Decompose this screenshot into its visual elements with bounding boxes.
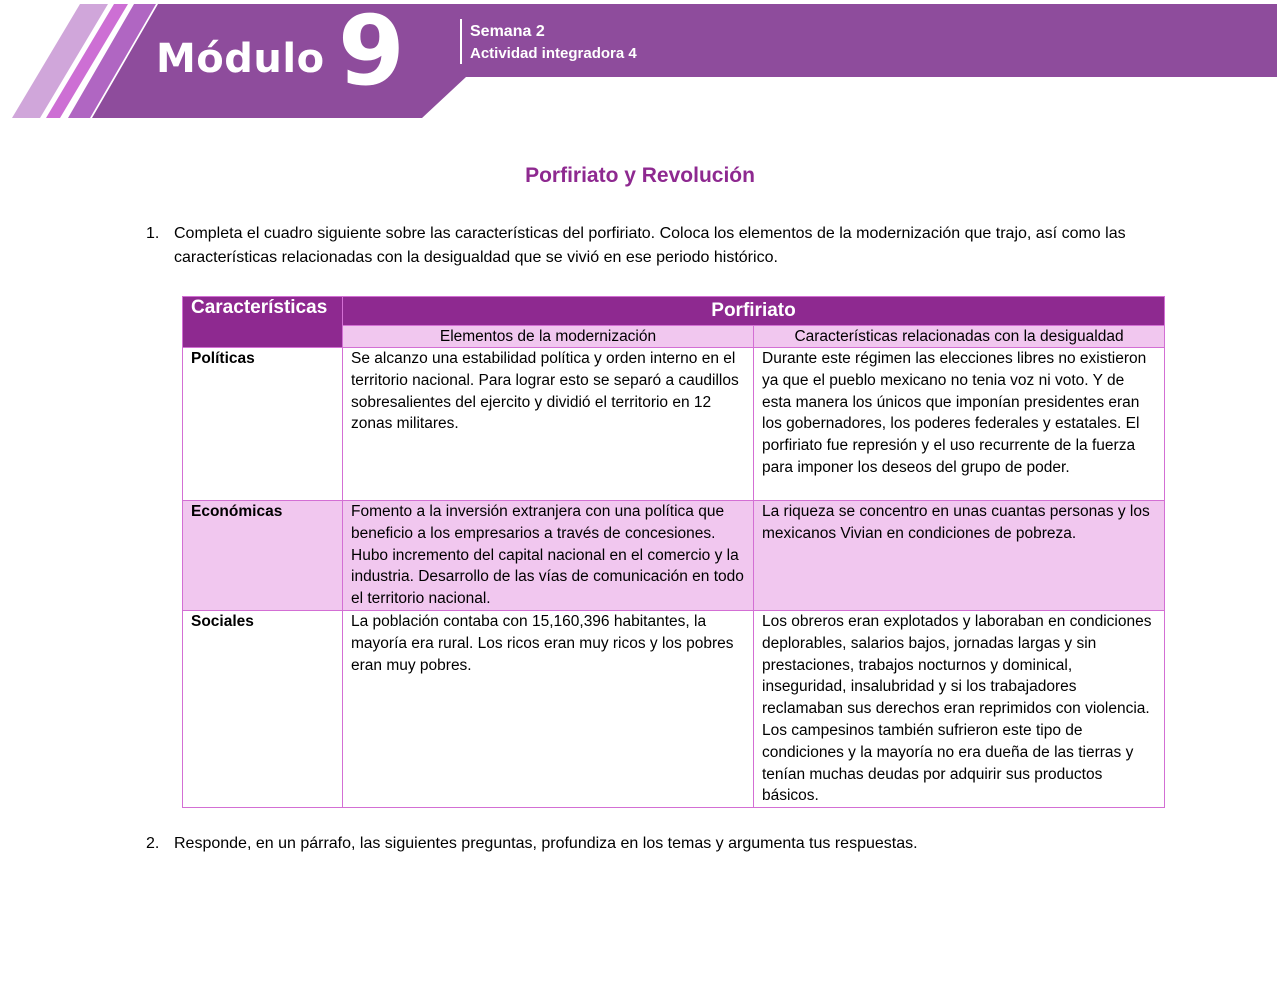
instruction-1-text: Completa el cuadro siguiente sobre las características del porfiriato. Coloca los elementos de la modernización que trajo, así como las características relacionadas con la desigualdad que se vivió en ese periodo histórico. <box>174 225 1126 266</box>
table-row <box>183 611 1165 808</box>
row-label-economicas: Económicas <box>183 501 343 611</box>
cell-desigualdad: Los obreros eran explotados y laboraban en condiciones deplorables, salarios bajos, jornadas largas y sin prestaciones, trabajos nocturnos y dominical, inseguridad, insalubridad y si los trabajadores reclamaban sus derechos eran reprimidos con violencia. Los campesinos también sufrieron este tipo de condiciones y la mayoría no era dueña de las tierras y tenían muchas deudas por adquirir sus productos básicos. <box>754 611 1165 808</box>
cell-modernizacion: La población contaba con 15,160,396 habitantes, la mayoría era rural. Los ricos eran muy ricos y los pobres eran muy pobres. <box>343 611 754 808</box>
page-title: Porfiriato y Revolución <box>525 164 755 187</box>
activity-label: Actividad integradora 4 <box>470 45 637 62</box>
instruction-2-text: Responde, en un párrafo, las siguientes preguntas, profundiza en los temas y argumenta tus respuestas. <box>174 835 918 852</box>
table-row <box>183 501 1165 611</box>
header-desigualdad: Características relacionadas con la desigualdad <box>754 326 1165 348</box>
cell-modernizacion: Fomento a la inversión extranjera con una política que beneficio a los empresarios a través de concesiones. Hubo incremento del capital nacional en el comercio y la industria. Desarrollo de las vías de comunicación en todo el territorio nacional. <box>343 501 754 611</box>
week-label: Semana 2 <box>470 23 545 40</box>
row-label-politicas: Políticas <box>183 348 343 501</box>
header-divider <box>460 19 462 64</box>
table-row <box>183 348 1165 501</box>
header-modernizacion: Elementos de la modernización <box>343 326 754 348</box>
cell-desigualdad: Durante este régimen las elecciones libres no existieron ya que el pueblo mexicano no tenia voz ni voto. Y de esta manera los únicos que imponían presidentes eran los gobernadores, los poderes federales y estatales. El porfiriato fue represión y el uso recurrente de la fuerza para imponer los deseos del grupo de poder. <box>754 348 1165 501</box>
porfiriato-table <box>182 296 1165 808</box>
row-label-sociales: Sociales <box>183 611 343 808</box>
instruction-2 <box>146 832 1146 856</box>
instruction-1-number: 1. <box>146 225 160 242</box>
module-banner <box>0 0 1280 122</box>
header-caracteristicas: Características <box>183 297 343 348</box>
header-porfiriato: Porfiriato <box>343 297 1165 326</box>
instruction-2-number: 2. <box>146 835 160 852</box>
week-info <box>470 21 637 64</box>
instruction-1 <box>146 222 1146 270</box>
cell-desigualdad: La riqueza se concentro en unas cuantas personas y los mexicanos Vivian en condiciones de pobreza. <box>754 501 1165 611</box>
module-number: 9 <box>338 0 405 107</box>
cell-modernizacion: Se alcanzo una estabilidad política y orden interno en el territorio nacional. Para lograr esto se separó a caudillos sobresalientes del ejercito y dividió el territorio en 12 zonas militares. <box>343 348 754 501</box>
module-label: Módulo <box>156 36 325 82</box>
